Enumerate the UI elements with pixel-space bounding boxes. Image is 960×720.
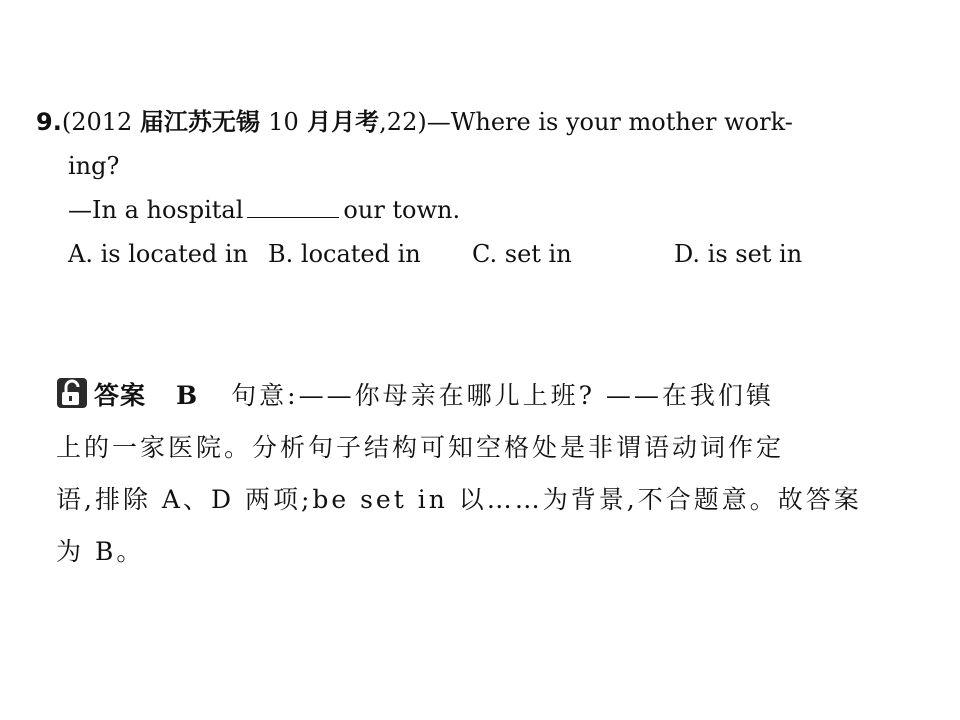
answer-label: 答案	[94, 381, 147, 410]
question-options	[36, 232, 916, 276]
question-line-3-prefix: —In a hospital	[68, 196, 244, 224]
option-c: C. set in	[472, 240, 572, 268]
answer-line-1	[56, 370, 916, 422]
question-source-place: 届江苏无锡	[139, 108, 269, 136]
option-d: D. is set in	[674, 240, 803, 268]
question-source-close: ,22)	[379, 108, 427, 136]
question-dialog-line-1: —Where is your mother work-	[426, 108, 793, 136]
answer-blank	[247, 195, 339, 218]
answer-text-1: 句意:——你母亲在哪儿上班? ——在我们镇	[231, 381, 774, 410]
question-source-exam: 月月考	[298, 108, 380, 136]
option-a: A. is located in	[68, 240, 249, 268]
answer-letter: B	[176, 381, 198, 410]
question-line-1	[36, 100, 916, 144]
answer-line-3: 语,排除 A、D 两项;be set in 以……为背景,不合题意。故答案	[56, 485, 862, 514]
question-source-open: (2012	[61, 108, 140, 136]
question-number: 9.	[36, 108, 62, 136]
question-line-2: ing?	[68, 152, 120, 180]
option-b: B. located in	[268, 240, 421, 268]
question-line-3	[36, 188, 916, 232]
question-source-month: 10	[268, 108, 299, 136]
question-line-3-suffix: our town.	[343, 196, 461, 224]
question-block	[36, 100, 916, 276]
answer-line-4: 为 B。	[56, 537, 145, 566]
answer-line-2: 上的一家医院。分析句子结构可知空格处是非谓语动词作定	[56, 433, 785, 462]
unlock-icon	[56, 375, 88, 407]
answer-block	[56, 370, 916, 578]
